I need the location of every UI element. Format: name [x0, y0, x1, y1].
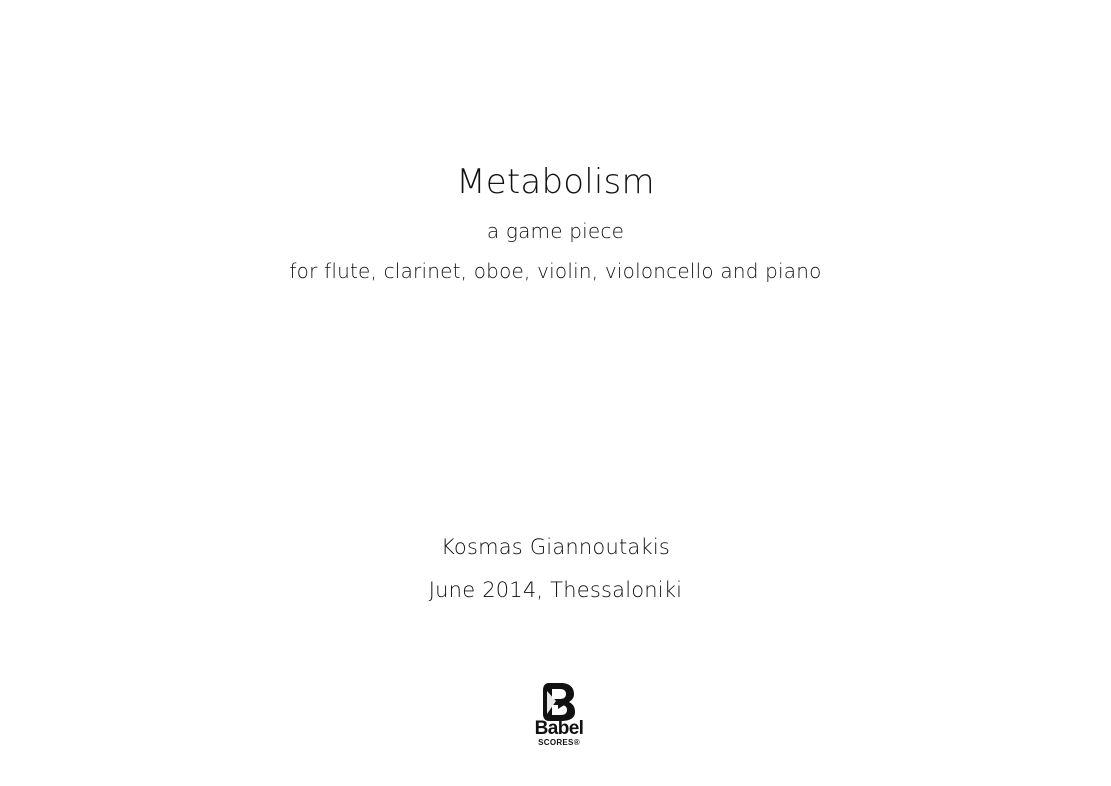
score-subtitle: a game piece [486, 219, 625, 243]
composer-name: Kosmas Giannoutakis [440, 535, 671, 559]
composition-date-place: June 2014, Thessaloniki [428, 578, 683, 602]
instrumentation-line: for flute, clarinet, oboe, violin, violoncello and piano [289, 259, 822, 283]
babel-scores-emblem-icon [541, 681, 577, 721]
publisher-logo [524, 681, 594, 749]
publisher-submark: SCORES® [538, 738, 580, 747]
publisher-wordmark: Babel [534, 718, 584, 739]
score-title: Metabolism [456, 162, 655, 202]
